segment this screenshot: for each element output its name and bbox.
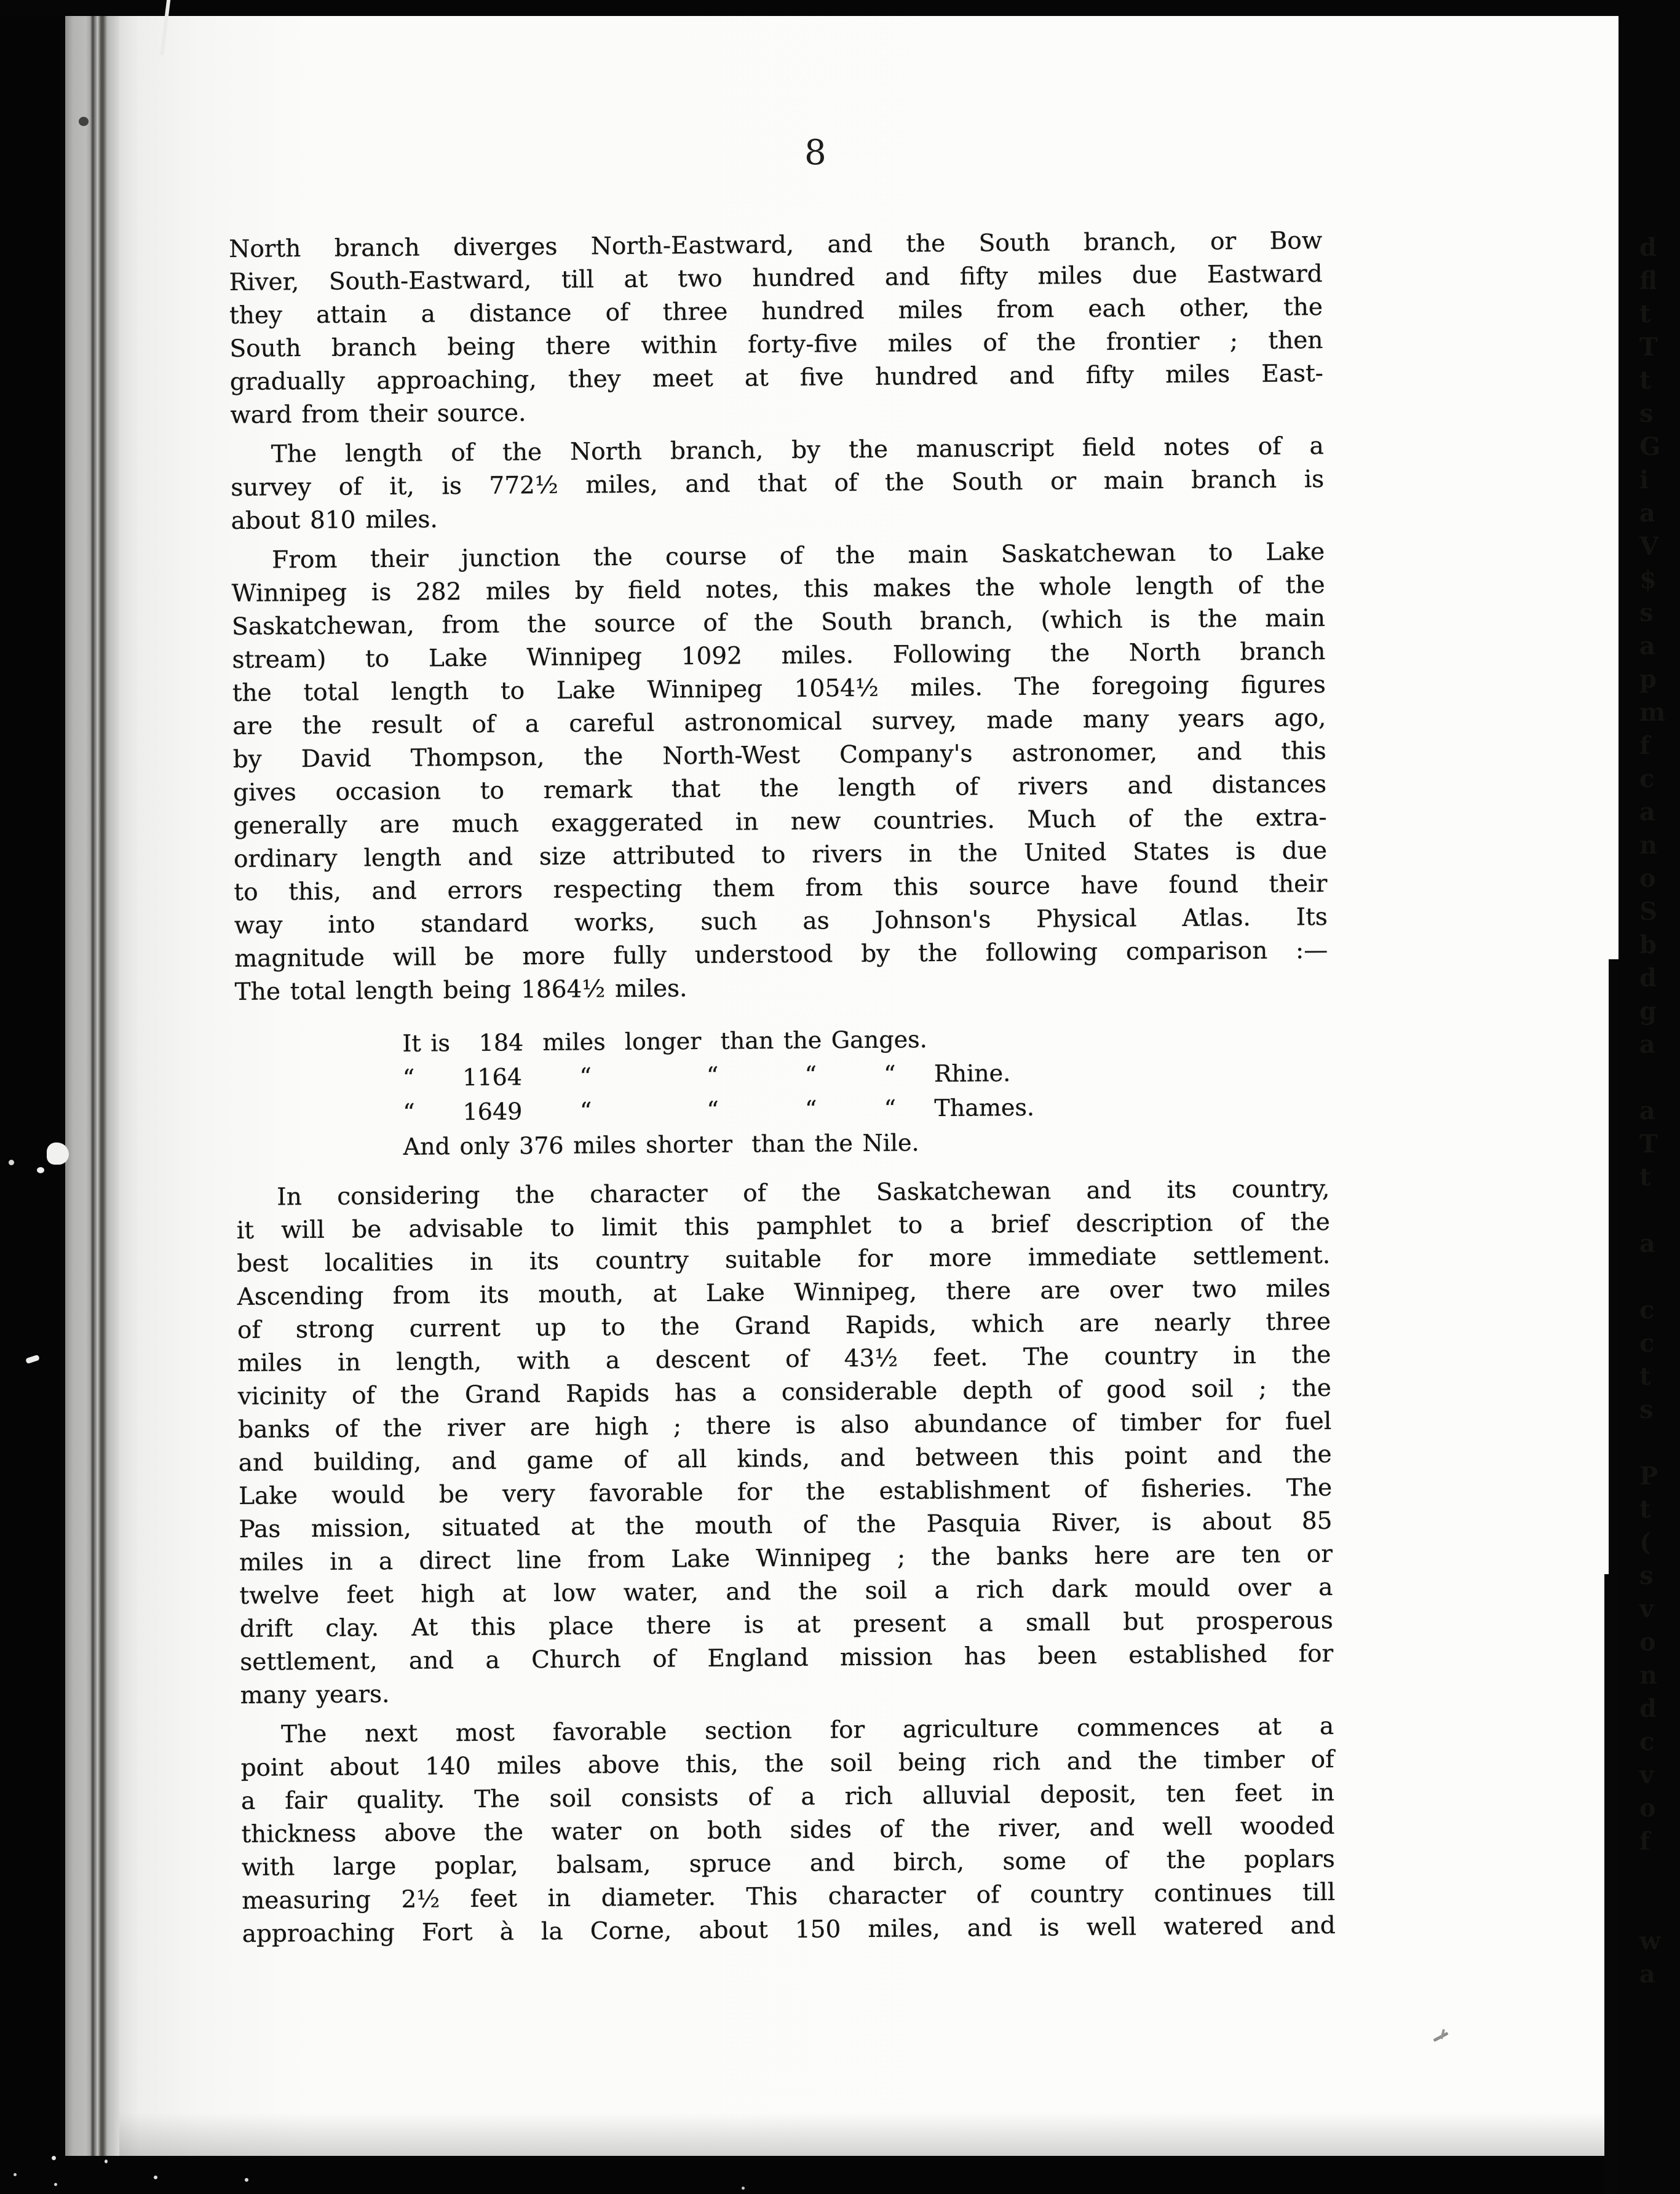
cutoff-letter [1639, 1427, 1680, 1460]
scan-speck [52, 2156, 56, 2160]
paragraph [231, 430, 1325, 538]
scan-speck [47, 1143, 69, 1165]
text-line: generally are much exaggerated in new countries. Much of the extra- [233, 804, 1327, 840]
text-line: miles in a direct line from Lake Winnipeg ; the banks here are ten or [239, 1540, 1333, 1577]
cutoff-letter: a [1639, 499, 1655, 528]
cutoff-letter: f [1639, 1827, 1650, 1856]
cutoff-letter: m [1639, 698, 1666, 727]
cutoff-letter [1639, 1261, 1680, 1294]
scan-speck [54, 2183, 57, 2186]
cutoff-letter: P [1639, 1462, 1658, 1491]
cutoff-letter: fl [1639, 266, 1658, 295]
text-line: measuring 2½ feet in diameter. This character of country continues till [242, 1878, 1336, 1915]
scan-border-right-lower [1604, 1574, 1619, 2194]
scan-speck [37, 1167, 44, 1173]
scan-speck [105, 2160, 108, 2163]
cutoff-letter [1639, 1891, 1680, 1925]
text-line: Lake would be very favorable for the establishment of fisheries. The [238, 1473, 1333, 1510]
text-line: twelve feet high at low water, and the soil a rich dark mould over a [239, 1573, 1333, 1610]
text-line: settlement, and a Church of England mission has been established for [240, 1639, 1334, 1676]
river-comparison-block [235, 1019, 1329, 1165]
cutoff-letter: o [1639, 1794, 1656, 1823]
cutoff-letter [1639, 1194, 1680, 1227]
cutoff-letter: c [1639, 1296, 1655, 1325]
ink-spot [79, 117, 89, 126]
text-line: Saskatchewan, from the source of the South branch, (which is the main [231, 604, 1326, 641]
cutoff-letter: c [1639, 1329, 1655, 1358]
cutoff-letter: $ [1639, 565, 1657, 594]
text-line: with large poplar, balsam, spruce and birch, some of the poplars [241, 1845, 1336, 1882]
text-line: “ 1649 “ “ “ “ Thames. [403, 1093, 1035, 1126]
text-line: thickness above the water on both sides of the river, and well wooded [241, 1812, 1335, 1848]
cutoff-letter: g [1639, 997, 1657, 1026]
text-line: banks of the river are high ; there is also abundance of timber for fuel [238, 1408, 1332, 1444]
text-line: and building, and game of all kinds, and between this point and the [238, 1441, 1332, 1477]
text-line: Winnipeg is 282 miles by field notes, this makes the whole length of the [231, 571, 1325, 608]
paragraph [236, 1173, 1334, 1713]
cutoff-letter: t [1639, 1362, 1651, 1391]
cutoff-letter: a [1639, 1960, 1655, 1989]
cutoff-letter: c [1639, 1727, 1655, 1756]
text-line: South branch being there within forty-five miles of the frontier ; then [229, 327, 1323, 363]
paragraph [229, 224, 1323, 432]
text-line: the total length to Lake Winnipeg 1054½ miles. The foregoing figures [232, 671, 1326, 708]
paragraph [231, 536, 1328, 1009]
text-line: by David Thompson, the North-West Company's astronomer, and this [232, 737, 1326, 774]
text-line: magnitude will be more fully understood by the following comparison :— [234, 937, 1328, 973]
text-line: gives occasion to remark that the length of rivers and distances [232, 770, 1327, 807]
cutoff-letter: s [1639, 399, 1654, 428]
cutoff-letter: a [1639, 1229, 1655, 1258]
text-line: it will be advisable to limit this pamphlet to a brief description of the [236, 1208, 1330, 1245]
text-line: North branch diverges North-Eastward, and the South branch, or Bow [229, 227, 1323, 264]
cutoff-letter: t [1639, 299, 1651, 328]
text-line: point about 140 miles above this, the soil being rich and the timber of [240, 1745, 1334, 1782]
cutoff-letter: v [1639, 1760, 1654, 1789]
paragraph [240, 1710, 1336, 1951]
cutoff-letter: s [1639, 1395, 1654, 1424]
text-line: stream) to Lake Winnipeg 1092 miles. Following the North branch [232, 638, 1326, 675]
cutoff-letter: n [1639, 1661, 1658, 1690]
text-line: In considering the character of the Saskatchewan and its country, [277, 1175, 1330, 1211]
cutoff-letter [1639, 1858, 1680, 1891]
cutoff-letter: a [1639, 1030, 1655, 1059]
text-line: Ascending from its mouth, at Lake Winnipeg, there are over two miles [237, 1275, 1331, 1311]
scan-border-top [0, 0, 1619, 16]
text-line: a fair quality. The soil consists of a rich alluvial deposit, ten feet in [240, 1778, 1335, 1815]
text-line: vicinity of the Grand Rapids has a considerable depth of good soil ; the [237, 1374, 1332, 1411]
cutoff-letter: ( [1639, 1528, 1651, 1557]
scan-border-bottom [0, 2156, 1619, 2194]
cutoff-letter: i [1639, 465, 1649, 494]
cutoff-letter: S [1639, 897, 1657, 926]
text-line: drift clay. At this place there is at present a small but prosperous [239, 1606, 1333, 1643]
text-line: of strong current up to the Grand Rapids, which are nearly three [237, 1308, 1331, 1344]
text-line: way into standard works, such as Johnson's Physical Atlas. Its [234, 903, 1328, 940]
page-number: 8 [804, 133, 826, 173]
text-line: best localities in its country suitable for more immediate settlement. [237, 1242, 1331, 1278]
cutoff-letter: o [1639, 864, 1656, 893]
cutoff-letter: a [1639, 1096, 1655, 1125]
text-line: From their junction the course of the main Saskatchewan to Lake [272, 538, 1325, 574]
cutoff-letter: s [1639, 1561, 1654, 1590]
text-line: many years. [240, 1681, 390, 1709]
text-line: River, South-Eastward, till at two hundred and fifty miles due Eastward [229, 260, 1323, 297]
text-column [229, 224, 1336, 1957]
scan-border-left [0, 0, 65, 2194]
scan-speck [245, 2178, 248, 2182]
cutoff-letter: b [1639, 930, 1657, 959]
text-line: to this, and errors respecting them from this source have found their [234, 870, 1328, 906]
cutoff-letter: T [1639, 1130, 1658, 1158]
cutoff-letter: t [1639, 1495, 1651, 1524]
binding-edge-strip [65, 16, 119, 2156]
cutoff-letter: G [1639, 432, 1661, 461]
cutoff-letter: w [1639, 1927, 1661, 1955]
text-line: The length of the North branch, by the manuscript field notes of a [271, 432, 1324, 469]
cutoff-letter: T [1639, 333, 1658, 362]
text-line: ordinary length and size attributed to rivers in the United States is due [233, 837, 1328, 873]
cutoff-letter: c [1639, 764, 1655, 793]
cutoff-letter: V [1639, 532, 1659, 561]
cutoff-letter: t [1639, 1163, 1651, 1192]
cutoff-letter: d [1639, 1694, 1657, 1723]
text-line: approaching Fort à la Corne, about 150 miles, and is well watered and [242, 1911, 1336, 1948]
scan-speck [742, 2187, 745, 2190]
text-line: ward from their source. [230, 399, 526, 430]
text-line: And only 376 miles shorter than the Nile. [403, 1129, 919, 1160]
cutoff-letter: s [1639, 598, 1654, 627]
text-line: about 810 miles. [231, 505, 438, 536]
cutoff-letter: a [1639, 798, 1655, 826]
text-line: gradually approaching, they meet at five hundred and fifty miles East- [229, 360, 1324, 397]
cutoff-letter [1639, 1061, 1680, 1095]
cutoff-letter: a [1639, 632, 1655, 660]
text-line: survey of it, is 772½ miles, and that of the South or main branch is [231, 465, 1325, 502]
cutoff-letter: t [1639, 366, 1651, 395]
book-page [65, 16, 1666, 2156]
facing-page-fragments [1639, 231, 1680, 1991]
text-line: The total length being 1864½ miles. [234, 975, 687, 1006]
cutoff-letter: f [1639, 731, 1650, 760]
cutoff-letter: o [1639, 1628, 1656, 1657]
cutoff-letter: v [1639, 1594, 1654, 1623]
text-line: miles in length, with a descent of 43½ feet. The country in the [237, 1341, 1331, 1377]
text-line: It is 184 miles longer than the Ganges. [402, 1026, 927, 1057]
cutoff-letter: d [1639, 964, 1657, 992]
scan-speck [9, 1160, 14, 1165]
cutoff-letter: d [1639, 233, 1657, 262]
text-line: they attain a distance of three hundred miles from each other, the [229, 293, 1323, 330]
text-line: “ 1164 “ “ “ “ Rhine. [402, 1059, 1011, 1091]
cutoff-letter: n [1639, 831, 1658, 860]
scan-speck [14, 2173, 17, 2176]
text-line: Pas mission, situated at the mouth of the Pasquia River, is about 85 [239, 1507, 1333, 1543]
text-line: are the result of a careful astronomical survey, made many years ago, [232, 704, 1326, 740]
text-line: The next most favorable section for agriculture commences at a [281, 1712, 1334, 1749]
cutoff-letter: p [1639, 665, 1657, 694]
scan-speck [154, 2176, 157, 2179]
